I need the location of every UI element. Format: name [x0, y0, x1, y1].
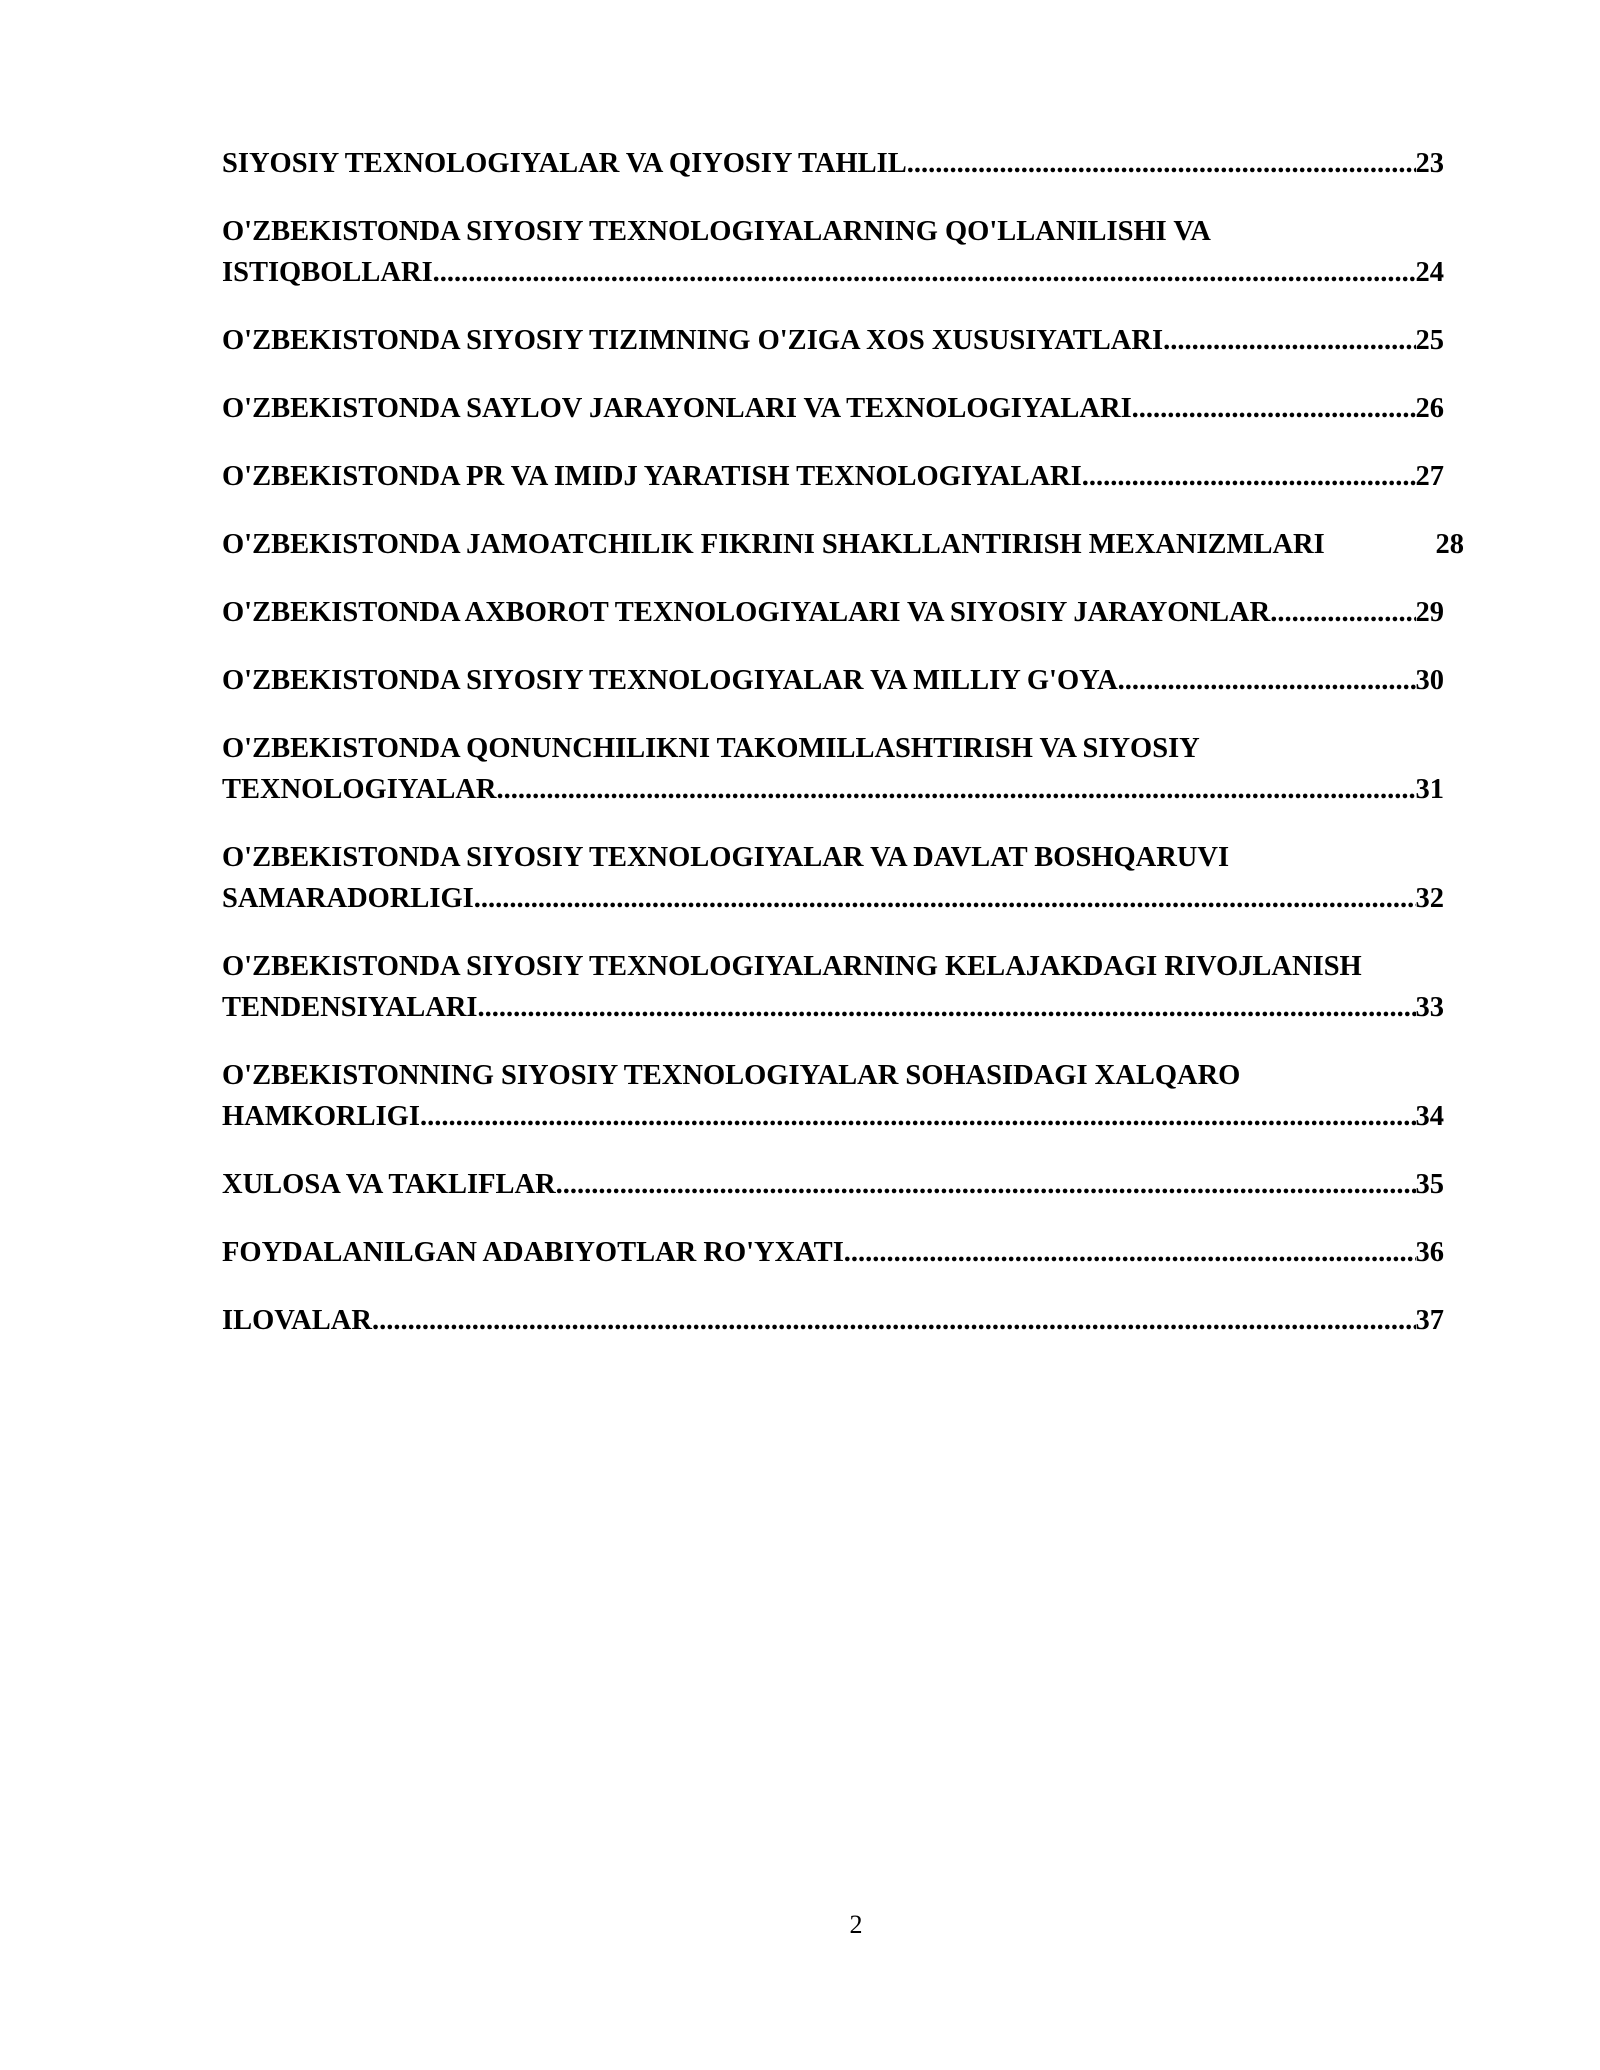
dot-leader [556, 1164, 1416, 1205]
toc-entry[interactable] [222, 728, 1452, 810]
toc-entry-line [222, 252, 1444, 293]
toc-page-number: 34 [1415, 1101, 1444, 1132]
toc-entry-line [222, 1164, 1444, 1205]
toc-entry-line [222, 660, 1444, 701]
toc-entry-line [222, 524, 1464, 565]
toc-entry[interactable] [222, 456, 1452, 497]
toc-entry-title: O'ZBEKISTONDA SIYOSIY TEXNOLOGIYALAR VA MILLIY G'OYA [222, 665, 1118, 696]
dot-leader [844, 1232, 1416, 1273]
toc-entry-title: ILOVALAR [222, 1305, 372, 1336]
toc-entry-line [222, 1232, 1444, 1273]
dot-leader [433, 252, 1416, 293]
page-number: 2 [849, 1910, 863, 1939]
toc-entry[interactable] [222, 592, 1452, 633]
dot-leader [474, 878, 1416, 919]
toc-entry-title: SAMARADORLIGI [222, 883, 474, 914]
toc-entry-title-line: O'ZBEKISTONDA QONUNCHILIKNI TAKOMILLASHTIRISH VA SIYOSIY [222, 733, 1200, 764]
toc-entry-title: XULOSA VA TAKLIFLAR [222, 1169, 556, 1200]
dot-leader [1270, 592, 1415, 633]
toc-page-number: 24 [1415, 257, 1444, 288]
toc-entry[interactable] [222, 1300, 1452, 1341]
dot-leader [907, 143, 1416, 184]
toc-entry[interactable] [222, 660, 1452, 701]
toc-entry-title: O'ZBEKISTONDA JAMOATCHILIK FIKRINI SHAKLLANTIRISH MEXANIZMLARI [222, 529, 1325, 560]
toc-entry-line [222, 143, 1444, 184]
toc-entry[interactable] [222, 143, 1452, 184]
toc-entry-title: O'ZBEKISTONDA AXBOROT TEXNOLOGIYALARI VA SIYOSIY JARAYONLAR [222, 597, 1271, 628]
toc-entry-title-line: O'ZBEKISTONDA SIYOSIY TEXNOLOGIYALARNING KELAJAKDAGI RIVOJLANISH [222, 951, 1362, 982]
toc-entry-line [222, 1096, 1444, 1137]
toc-entry-line [222, 1300, 1444, 1341]
toc-entry[interactable] [222, 388, 1452, 429]
toc-entry[interactable] [222, 1055, 1452, 1137]
toc-entry-title: FOYDALANILGAN ADABIYOTLAR RO'YXATI [222, 1237, 844, 1268]
toc-page-number: 27 [1415, 461, 1444, 492]
toc-entry-title: TENDENSIYALARI [222, 992, 478, 1023]
dot-leader [1132, 388, 1416, 429]
toc-entry-line [222, 878, 1444, 919]
toc-entry-title-line: O'ZBEKISTONDA SIYOSIY TEXNOLOGIYALARNING QO'LLANILISHI VA [222, 216, 1211, 247]
table-of-contents [222, 143, 1464, 1368]
dot-leader [372, 1300, 1416, 1341]
toc-entry-title: ISTIQBOLLARI [222, 257, 433, 288]
toc-entry-line [222, 987, 1444, 1028]
toc-page-number: 23 [1415, 148, 1444, 179]
toc-entry-line [222, 592, 1444, 633]
toc-entry[interactable] [222, 837, 1452, 919]
toc-page-number: 37 [1415, 1305, 1444, 1336]
toc-page-number: 25 [1415, 325, 1444, 356]
toc-page-number: 32 [1415, 883, 1444, 914]
toc-entry[interactable] [222, 524, 1464, 565]
toc-entry-title: SIYOSIY TEXNOLOGIYALAR VA QIYOSIY TAHLIL [222, 148, 907, 179]
toc-page-number: 33 [1415, 992, 1444, 1023]
toc-page-number: 28 [1435, 529, 1464, 560]
toc-entry[interactable] [222, 1164, 1452, 1205]
toc-entry-title: HAMKORLIGI [222, 1101, 420, 1132]
toc-page-number: 30 [1415, 665, 1444, 696]
toc-entry-title: O'ZBEKISTONDA PR VA IMIDJ YARATISH TEXNOLOGIYALARI [222, 461, 1082, 492]
toc-page-number: 29 [1415, 597, 1444, 628]
dot-leader [1163, 320, 1415, 361]
toc-entry-title: TEXNOLOGIYALAR [222, 774, 497, 805]
toc-entry[interactable] [222, 211, 1452, 293]
toc-entry-line [222, 388, 1444, 429]
toc-entry-line [222, 769, 1444, 810]
toc-entry[interactable] [222, 320, 1452, 361]
toc-page-number: 36 [1415, 1237, 1444, 1268]
toc-entry[interactable] [222, 1232, 1452, 1273]
toc-entry-title: O'ZBEKISTONDA SIYOSIY TIZIMNING O'ZIGA XOS XUSUSIYATLARI [222, 325, 1164, 356]
toc-page-number: 26 [1415, 393, 1444, 424]
toc-entry[interactable] [222, 946, 1452, 1028]
toc-entry-title-line: O'ZBEKISTONNING SIYOSIY TEXNOLOGIYALAR SOHASIDAGI XALQARO [222, 1060, 1241, 1091]
dot-leader [1082, 456, 1416, 497]
dot-leader [1118, 660, 1416, 701]
toc-page-number: 35 [1415, 1169, 1444, 1200]
dot-leader [478, 987, 1416, 1028]
toc-entry-title: O'ZBEKISTONDA SAYLOV JARAYONLARI VA TEXNOLOGIYALARI [222, 393, 1132, 424]
toc-page-number: 31 [1415, 774, 1444, 805]
dot-leader [420, 1096, 1416, 1137]
toc-entry-line [222, 456, 1444, 497]
toc-entry-title-line: O'ZBEKISTONDA SIYOSIY TEXNOLOGIYALAR VA DAVLAT BOSHQARUVI [222, 842, 1230, 873]
toc-entry-line [222, 320, 1444, 361]
dot-leader [497, 769, 1416, 810]
